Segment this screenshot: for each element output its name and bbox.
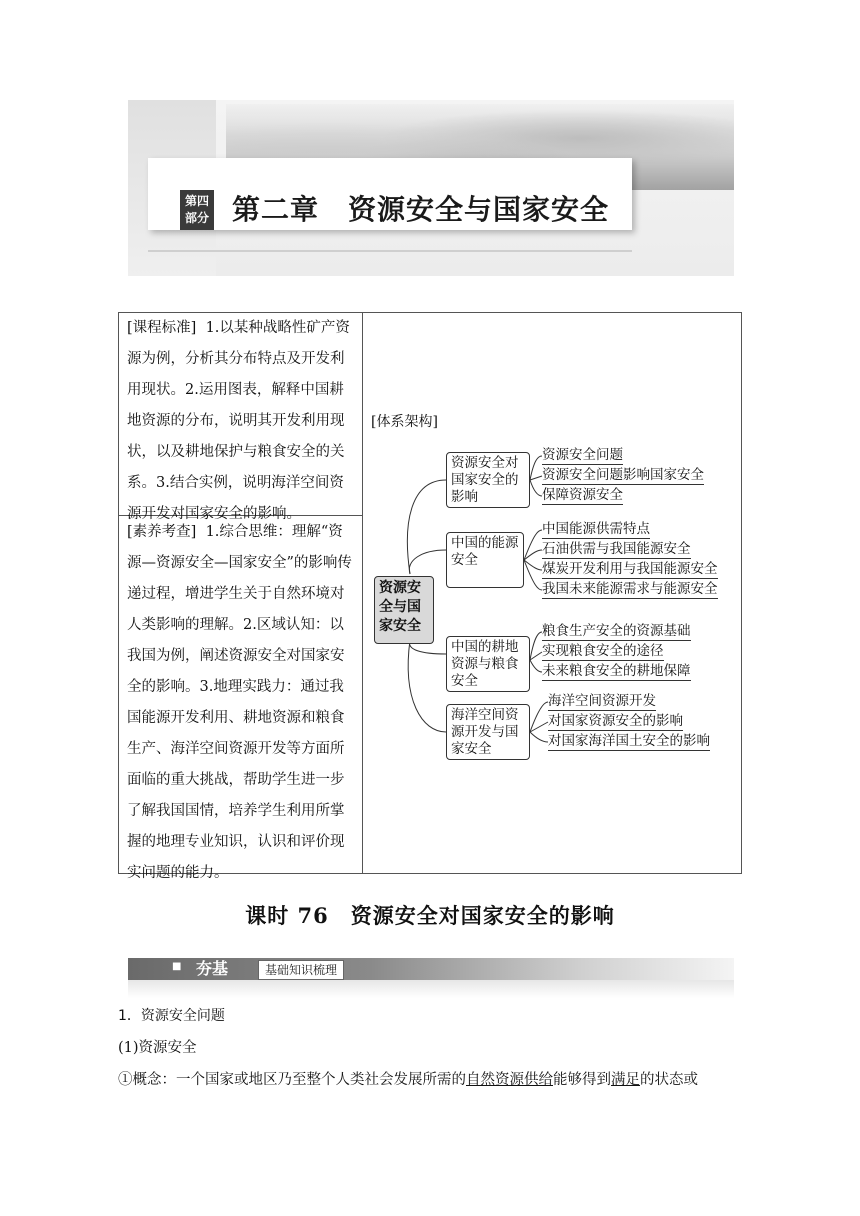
section-subtitle: 基础知识梳理: [258, 960, 344, 980]
part-badge-line2: 部分: [184, 211, 209, 225]
leaf-1-2: 资源安全问题影响国家安全: [542, 467, 704, 483]
leaf-3-3: 未来粮食安全的耕地保障: [542, 663, 691, 679]
concept-blank-supply: 自然资源供给: [466, 1072, 553, 1088]
branch-energy-security: 中国的能源安全: [446, 532, 524, 588]
section-bar-shadow: [128, 980, 734, 998]
concept-suffix: 的状态或: [640, 1072, 698, 1088]
leaf-3-1: 粮食生产安全的资源基础: [542, 623, 691, 639]
leaf-1-1: 资源安全问题: [542, 447, 623, 463]
leaf-2-3: 煤炭开发利用与我国能源安全: [542, 561, 718, 577]
lesson-title: 课时 76 资源安全对国家安全的影响: [245, 903, 615, 928]
concept-prefix: ①概念：一个国家或地区乃至整个人类社会发展所需的: [118, 1072, 466, 1088]
leaf-2-2: 石油供需与我国能源安全: [542, 541, 691, 557]
chapter-title: 第二章 资源安全与国家安全: [232, 193, 610, 226]
subheading-resource-security: (1)资源安全: [118, 1040, 197, 1056]
part-badge-line1: 第四: [184, 194, 209, 208]
branch-resource-security: 资源安全对国家安全的影响: [446, 452, 530, 508]
leaf-4-2: 对国家资源安全的影响: [548, 713, 683, 729]
leaf-3-2: 实现粮食安全的途径: [542, 643, 664, 659]
literacy-text: 1.综合思维：理解“资源—资源安全—国家安全”的影响传递过程，增进学生关于自然环境对人类影响的理解。2.区域认知：以我国为例，阐述资源安全对国家安全的影响。3.地理实践力：通过我国能源开发利用、耕地资源和粮食生产、海洋空间资源开发等方面所面临的重大挑战，帮助学生进一步了解我国国情，培养学生利用所掌握的地理专业知识，认识和评价现实问题的能力。: [127, 524, 352, 881]
concept-mid: 能够得到: [553, 1072, 611, 1088]
chapter-banner: [128, 100, 734, 276]
part-badge: [180, 190, 214, 230]
branch-farmland-food: 中国的耕地资源与粮食安全: [446, 636, 530, 692]
section-name: 夯基: [196, 959, 229, 978]
mind-map-root: 资源安全与国家安全: [374, 576, 434, 644]
literacy-label: 素养考查: [132, 524, 191, 540]
course-standards-label: 课程标准: [132, 320, 191, 336]
leaf-1-3: 保障资源安全: [542, 487, 623, 503]
square-bullet-icon: ■: [172, 961, 182, 972]
leaf-2-1: 中国能源供需特点: [542, 521, 650, 537]
architecture-label: [体系架构]: [371, 414, 438, 430]
section-bar: [128, 958, 734, 980]
mind-map: [362, 410, 742, 770]
banner-divider: [148, 250, 632, 252]
branch-marine-space: 海洋空间资源开发与国家安全: [446, 704, 530, 760]
course-standards-text: 1.以某种战略性矿产资源为例，分析其分布特点及开发利用现状。2.运用图表，解释中国耕地资源的分布，说明其开发利用现状，以及耕地保护与粮食安全的关系。3.结合实例，说明海洋空间资源开发对国家安全的影响。: [127, 320, 350, 522]
leaf-4-1: 海洋空间资源开发: [548, 693, 656, 709]
concept-paragraph: [118, 1070, 698, 1090]
heading-resource-security-issues: 1．资源安全问题: [118, 1008, 225, 1024]
course-standards-cell: [课程标准] 1.以某种战略性矿产资源为例，分析其分布特点及开发利用现状。2.运用图表，解释中国耕地资源的分布，说明其开发利用现状，以及耕地保护与粮食安全的关系。3.结合实例，说明海洋空间资源开发对国家安全的影响。: [127, 320, 350, 522]
literacy-cell: [素养考查] 1.综合思维：理解“资源—资源安全—国家安全”的影响传递过程，增进学生关于自然环境对人类影响的理解。2.区域认知：以我国为例，阐述资源安全对国家安全的影响。3.地理实践力：通过我国能源开发利用、耕地资源和粮食生产、海洋空间资源开发等方面所面临的重大挑战，帮助学生进一步了解我国国情，培养学生利用所掌握的地理专业知识，认识和评价现实问题的能力。: [127, 524, 352, 881]
leaf-2-4: 我国未来能源需求与能源安全: [542, 581, 718, 597]
leaf-4-3: 对国家海洋国土安全的影响: [548, 733, 710, 749]
concept-blank-satisfied: 满足: [611, 1072, 640, 1088]
